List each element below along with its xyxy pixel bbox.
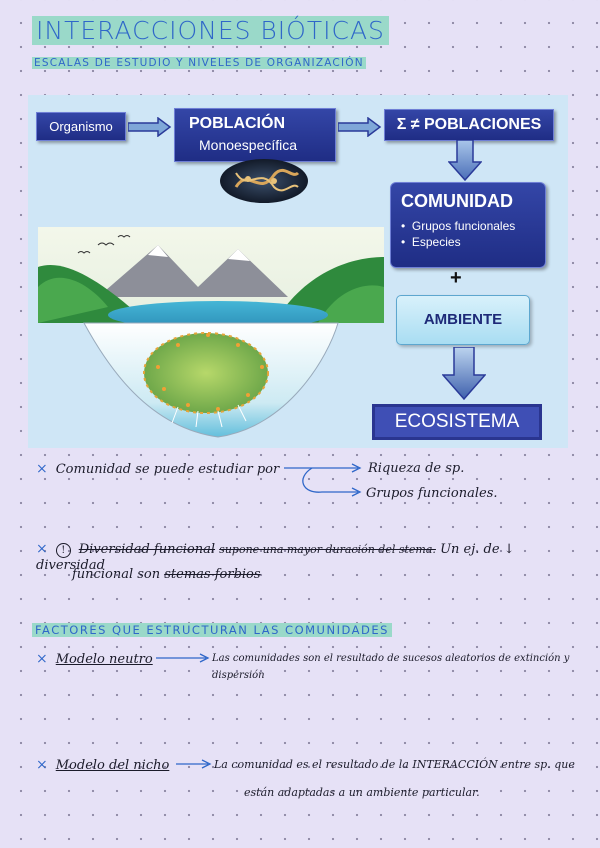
- estudio-option-riqueza: Riqueza de sp.: [368, 461, 465, 476]
- poblacion-box: [174, 108, 336, 162]
- arrow-right-icon: [338, 117, 382, 137]
- ambiente-label: AMBIENTE: [423, 311, 503, 328]
- branch-arrow-icon: [282, 462, 372, 502]
- modelo-nicho-text: La comunidad es el resultado de la INTERACCIÓN entre sp. que: [214, 758, 575, 771]
- comunidad-box: [390, 182, 546, 268]
- poblaciones-label: Σ ≠ POBLACIONES: [396, 116, 542, 133]
- section-title: FACTORES QUE ESTRUCTURAN LAS COMUNIDADES: [32, 623, 392, 637]
- arrow-down-icon: [448, 140, 482, 182]
- estudio-option-grupos: Grupos funcionales.: [366, 486, 498, 501]
- poblacion-title: POBLACIÓN: [189, 115, 285, 132]
- modelo-neutro-text: Las comunidades son el resultado de sucesos aleatorios de extinción y: [212, 653, 570, 664]
- circled-exclamation-icon: !: [56, 543, 71, 558]
- modelo-neutro-text-2: dispersión: [212, 670, 265, 681]
- arrow-down-icon: [442, 347, 486, 401]
- cross-mark-icon: ×: [36, 757, 48, 773]
- arrow-right-icon: [174, 758, 212, 770]
- cross-mark-icon: ×: [36, 461, 48, 477]
- modelo-nicho-text-2: están adaptadas a un ambiente particular.: [244, 786, 480, 799]
- modelo-neutro-label: × Modelo neutro: [36, 651, 153, 667]
- population-dna-image: [218, 157, 310, 205]
- organismo-label: Organismo: [49, 119, 113, 134]
- landscape-lake-illustration: [38, 227, 384, 447]
- arrow-right-icon: [154, 652, 210, 664]
- arrow-right-icon: [128, 117, 172, 137]
- note-estudio: × Comunidad se puede estudiar por: [36, 461, 280, 477]
- comunidad-title: COMUNIDAD: [401, 191, 513, 211]
- cross-mark-icon: ×: [36, 541, 48, 557]
- cross-mark-icon: ×: [36, 651, 48, 667]
- organismo-box: [36, 112, 126, 141]
- poblacion-subtitle: Monoespecífica: [199, 137, 298, 153]
- page-title: INTERACCIONES BIÓTICAS: [32, 16, 389, 45]
- note-diversidad-line2: funcional son stemas forbios: [72, 567, 261, 582]
- comunidad-item: • Especies: [401, 235, 461, 249]
- ecosistema-label: ECOSISTEMA: [394, 411, 520, 432]
- plus-sign: +: [450, 267, 462, 289]
- modelo-nicho-label: × Modelo del nicho: [36, 757, 170, 773]
- ecosistema-box: [372, 404, 542, 440]
- note-diversidad: × ! Diversidad funcional supone una mayor duración del stema. Un ej. de ↓ diversidad: [36, 541, 515, 573]
- comunidad-item: • Grupos funcionales: [401, 219, 516, 233]
- diagram-panel: [28, 95, 568, 448]
- page-subtitle: ESCALAS DE ESTUDIO Y NIVELES DE ORGANIZACIÓN: [34, 57, 364, 69]
- poblaciones-box: [384, 109, 554, 141]
- ambiente-box: [396, 295, 530, 345]
